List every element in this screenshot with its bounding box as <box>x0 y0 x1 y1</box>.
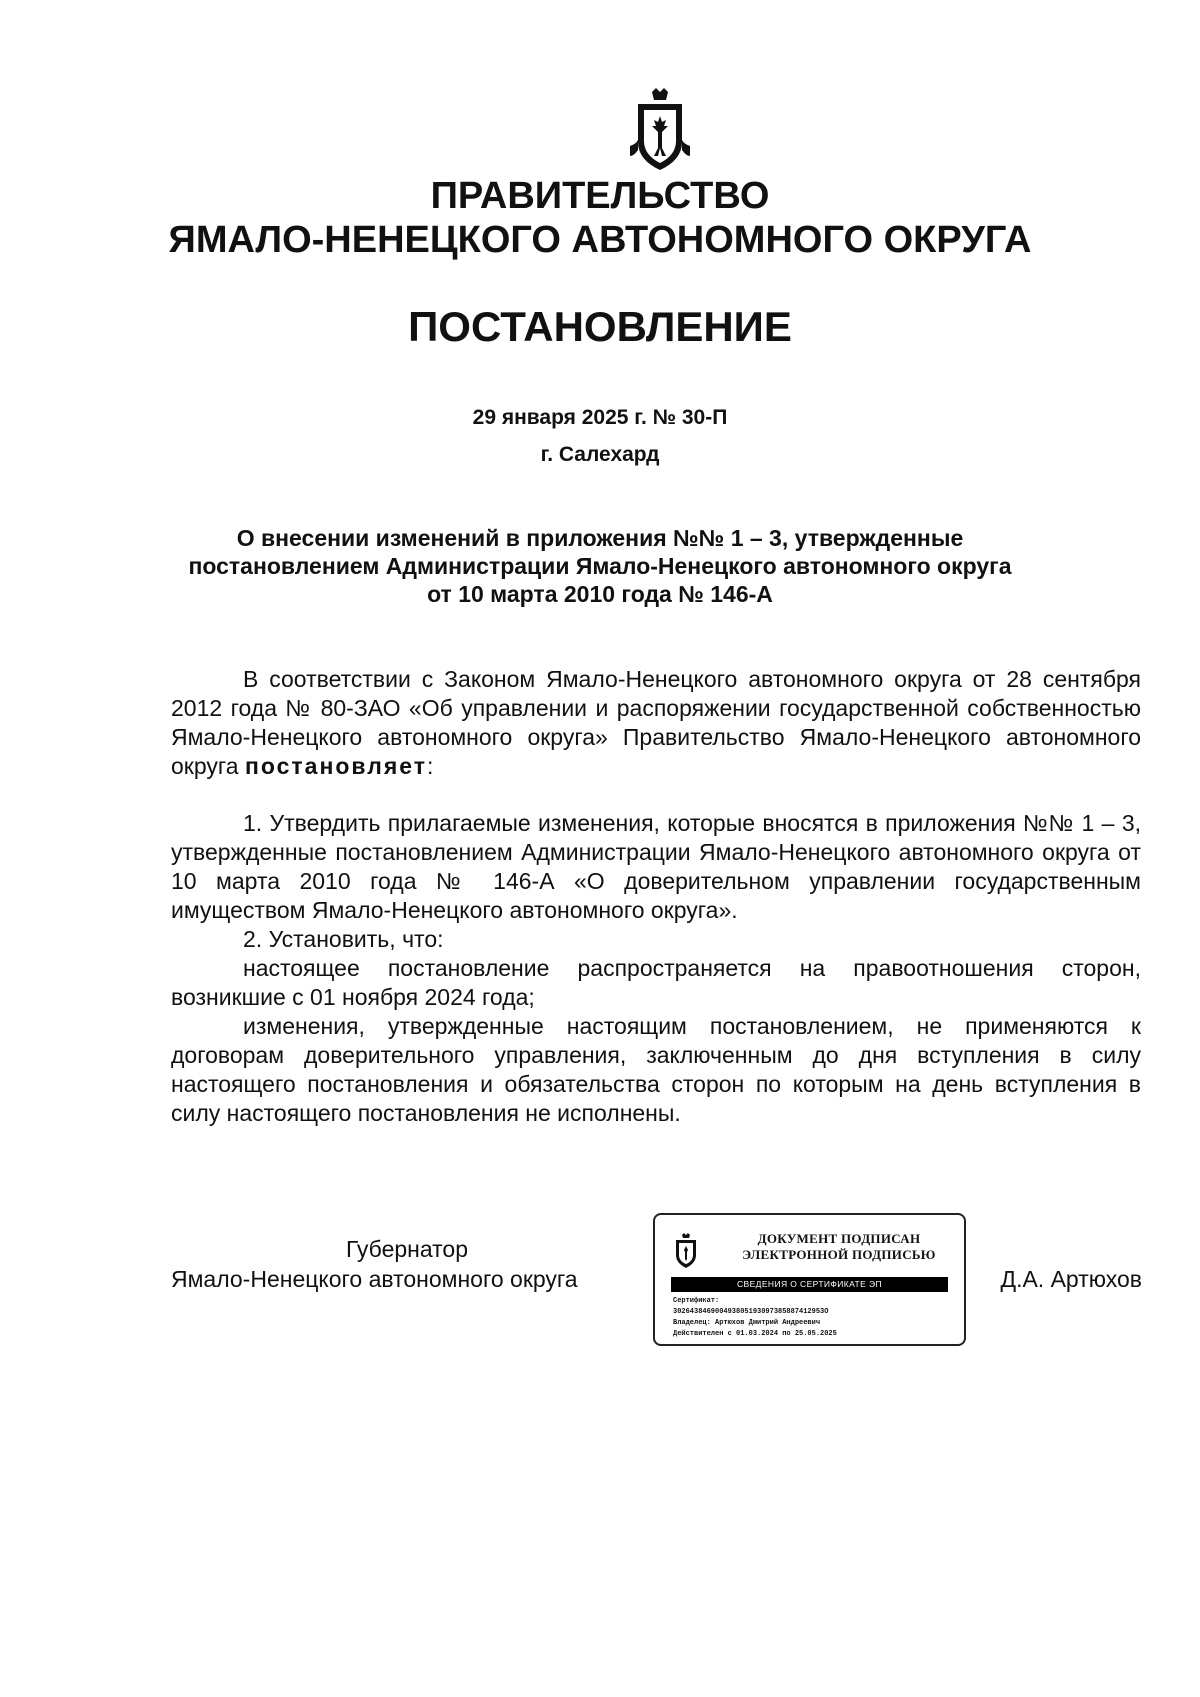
preamble-keyword: постановляет <box>244 753 427 779</box>
stamp-certificate-bar: СВЕДЕНИЯ О СЕРТИФИКАТЕ ЭП <box>671 1277 948 1292</box>
stamp-heading <box>725 1231 953 1263</box>
stamp-heading-line-1: ДОКУМЕНТ ПОДПИСАН <box>757 1231 921 1246</box>
item-2-b: изменения, утвержденные настоящим постановлением, не применяются к договорам доверительного управления, заключенным до дня вступления в силу настоящего постановления и обязательства сторон по которым на день вступления в силу настоящего постановления не исполнены. <box>171 1013 1141 1126</box>
title-line-3: от 10 марта 2010 года № 146-А <box>427 581 773 607</box>
item-1: 1. Утвердить прилагаемые изменения, которые вносятся в приложения №№ 1 – 3, утвержденные постановлением Администрации Ямало-Ненецкого автономного округа от 10 марта 2010 года № 146-А «О доверительном управлении государственным имуществом Ямало-Ненецкого автономного округа». <box>171 810 1141 923</box>
stamp-details <box>673 1296 953 1340</box>
stamp-cert-label: Сертификат: <box>673 1297 720 1305</box>
signatory-name: Д.А. Артюхов <box>1000 1266 1142 1292</box>
government-line-1: ПРАВИТЕЛЬСТВО <box>430 175 770 217</box>
document-body <box>171 665 1141 1128</box>
title-line-2: постановлением Администрации Ямало-Ненецкого автономного округа <box>188 553 1012 579</box>
position-line-2: Ямало-Ненецкого автономного округа <box>171 1266 578 1292</box>
position-line-1: Губернатор <box>345 1236 469 1262</box>
city: г. Салехард <box>540 443 660 466</box>
signatory-position <box>171 1234 643 1294</box>
item-2: 2. Установить, что: <box>243 926 444 952</box>
coat-of-arms-icon <box>628 86 692 174</box>
stamp-owner: Владелец: Артюхов Дмитрий Андреевич <box>673 1319 821 1327</box>
electronic-signature-stamp <box>653 1213 966 1346</box>
date-number: 29 января 2025 г. № 30-П <box>472 406 728 429</box>
stamp-heading-line-2: ЭЛЕКТРОННОЙ ПОДПИСЬЮ <box>742 1247 936 1262</box>
stamp-validity: Действителен с 01.03.2024 по 25.05.2025 <box>673 1330 837 1338</box>
document-type: ПОСТАНОВЛЕНИЕ <box>408 303 792 350</box>
preamble-paragraph <box>171 665 1141 781</box>
preamble-end: : <box>427 753 434 779</box>
document-title <box>170 524 1030 608</box>
stamp-cert-number: 302643846900493805193097385887412953О <box>673 1308 829 1316</box>
government-line-2: ЯМАЛО-НЕНЕЦКОГО АВТОНОМНОГО ОКРУГА <box>168 219 1032 261</box>
stamp-coat-of-arms-icon <box>673 1233 699 1269</box>
preamble-text: В соответствии с Законом Ямало-Ненецкого автономного округа от 28 сентября 2012 года № 80-ЗАО «Об управлении и распоряжении государственной собственностью Ямало-Ненецкого автономного округа» Правительство Ямало-Ненецкого автономного округа <box>171 666 1141 779</box>
item-2-a: настоящее постановление распространяется на правоотношения сторон, возникшие с 01 ноября 2024 года; <box>171 955 1141 1010</box>
title-line-1: О внесении изменений в приложения №№ 1 – 3, утвержденные <box>236 525 964 551</box>
government-name <box>0 174 1200 262</box>
